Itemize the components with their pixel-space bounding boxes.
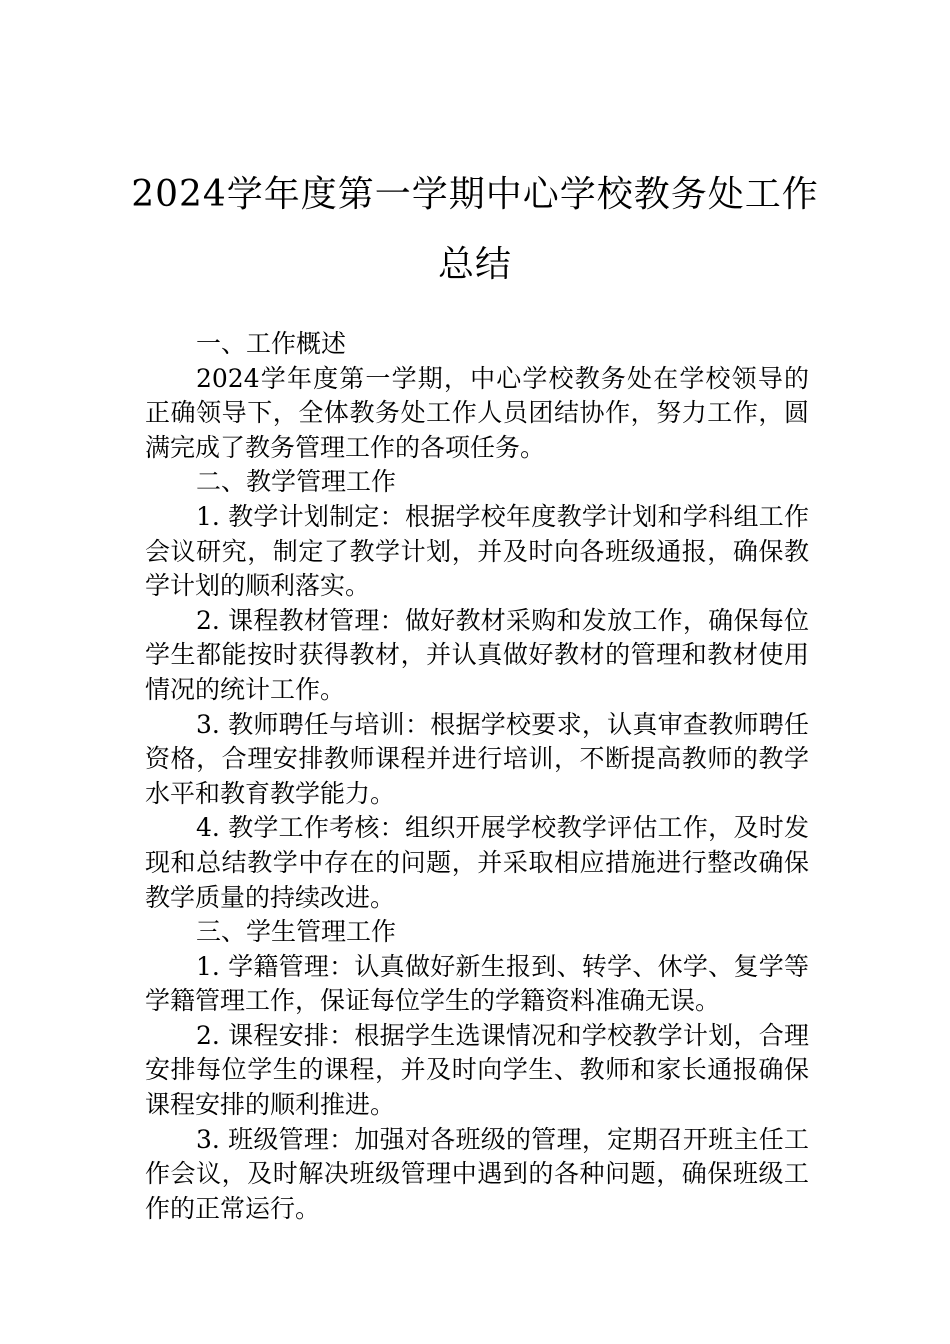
paragraph-class-management: 3. 班级管理：加强对各班级的管理，定期召开班主任工作会议，及时解决班级管理中遇到的各种问题，确保班级工作的正常运行。 xyxy=(145,1124,809,1223)
paragraph-student-records: 1. 学籍管理：认真做好新生报到、转学、休学、复学等学籍管理工作，保证每位学生的学籍资料准确无误。 xyxy=(145,951,809,1016)
document-title-line-2: 总结 xyxy=(437,244,512,285)
paragraph-teaching-plan: 1. 教学计划制定：根据学校年度教学计划和学科组工作会议研究，制定了教学计划，并及时向各班级通报，确保教学计划的顺利落实。 xyxy=(145,501,809,601)
paragraph-teacher-training: 3. 教师聘任与培训：根据学校要求，认真审查教师聘任资格，合理安排教师课程并进行培训，不断提高教师的教学水平和教育教学能力。 xyxy=(145,709,809,808)
document-title xyxy=(120,160,830,300)
section-heading-overview: 一、工作概述 xyxy=(196,329,347,358)
section-heading-student-management: 三、学生管理工作 xyxy=(196,917,397,947)
paragraph-overview: 2024学年度第一学期，中心学校教务处在学校领导的正确领导下，全体教务处工作人员团结协作，努力工作，圆满完成了教务管理工作的各项任务。 xyxy=(145,363,809,462)
document-body xyxy=(145,327,809,1226)
paragraph-course-arrangement: 2. 课程安排：根据学生选课情况和学校教学计划，合理安排每位学生的课程，并及时向学生、教师和家长通报确保课程安排的顺利推进。 xyxy=(145,1020,809,1120)
document-title-line-1: 2024学年度第一学期中心学校教务处工作 xyxy=(131,174,819,215)
section-heading-teaching-management: 二、教学管理工作 xyxy=(196,467,397,497)
paragraph-teaching-assessment: 4. 教学工作考核：组织开展学校教学评估工作，及时发现和总结教学中存在的问题，并采取相应措施进行整改确保教学质量的持续改进。 xyxy=(145,813,809,912)
paragraph-textbook-management: 2. 课程教材管理：做好教材采购和发放工作，确保每位学生都能按时获得教材，并认真做好教材的管理和教材使用情况的统计工作。 xyxy=(145,605,809,704)
